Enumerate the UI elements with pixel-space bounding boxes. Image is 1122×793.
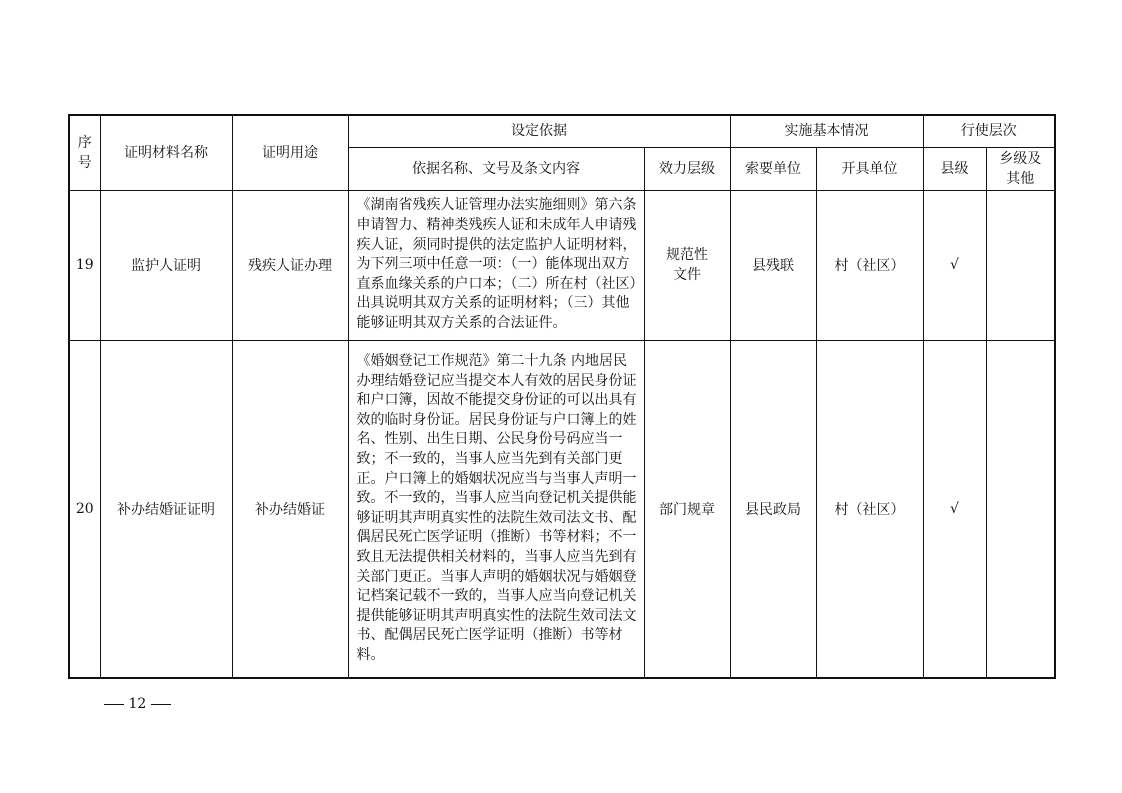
row-effect-level: 部门规章	[644, 340, 730, 678]
header-county: 县级	[923, 147, 986, 190]
header-material-name: 证明材料名称	[100, 115, 232, 190]
row-seq: 20	[69, 340, 100, 678]
header-implementation-group: 实施基本情况	[730, 115, 923, 147]
header-requesting-unit: 索要单位	[730, 147, 816, 190]
header-basis-content: 依据名称、文号及条文内容	[348, 147, 644, 190]
row-township	[986, 190, 1055, 340]
row-seq: 19	[69, 190, 100, 340]
header-level-group: 行使层次	[923, 115, 1055, 147]
row-county-check: √	[923, 190, 986, 340]
row-township	[986, 340, 1055, 678]
page-number-text: 12	[128, 696, 147, 712]
header-basis-group: 设定依据	[348, 115, 730, 147]
page-number	[104, 696, 171, 712]
row-material-name: 监护人证明	[100, 190, 232, 340]
header-effect-level: 效力层级	[644, 147, 730, 190]
row-issuing-unit: 村（社区）	[816, 340, 923, 678]
row-county-check: √	[923, 340, 986, 678]
page-dash-left	[104, 704, 124, 705]
row-requesting-unit: 县残联	[730, 190, 816, 340]
row-material-name: 补办结婚证证明	[100, 340, 232, 678]
header-township: 乡级及其他	[986, 147, 1055, 190]
row-requesting-unit: 县民政局	[730, 340, 816, 678]
row-basis: 《湖南省残疾人证管理办法实施细则》第六条 申请智力、精神类残疾人证和未成年人申请残疾人证，须同时提供的法定监护人证明材料，为下列三项中任意一项：（一）能体现出双方直系血缘关系的户口本；（二）所在村（社区）出具说明其双方关系的证明材料；（三）其他能够证明其双方关系的合法证件。	[348, 190, 644, 340]
row-effect-level: 规范性文件	[644, 190, 730, 340]
row-issuing-unit: 村（社区）	[816, 190, 923, 340]
table-row	[69, 190, 1055, 340]
row-purpose: 补办结婚证	[232, 340, 348, 678]
certificate-table	[68, 114, 1056, 679]
row-purpose: 残疾人证办理	[232, 190, 348, 340]
header-seq: 序号	[69, 115, 100, 190]
header-issuing-unit: 开具单位	[816, 147, 923, 190]
row-basis: 《婚姻登记工作规范》第二十九条 内地居民办理结婚登记应当提交本人有效的居民身份证和户口簿，因故不能提交身份证的可以出具有效的临时身份证。居民身份证与户口簿上的姓名、性别、出生日期、公民身份号码应当一致；不一致的，当事人应当先到有关部门更正。户口簿上的婚姻状况应当与当事人声明一致。不一致的，当事人应当向登记机关提供能够证明其声明真实性的法院生效司法文书、配偶居民死亡医学证明（推断）书等材料；不一致且无法提供相关材料的，当事人应当先到有关部门更正。当事人声明的婚姻状况与婚姻登记档案记载不一致的，当事人应当向登记机关提供能够证明其声明真实性的法院生效司法文书、配偶居民死亡医学证明（推断）书等材料。	[348, 340, 644, 678]
page-dash-right	[151, 704, 171, 705]
table-row	[69, 340, 1055, 678]
header-purpose: 证明用途	[232, 115, 348, 190]
